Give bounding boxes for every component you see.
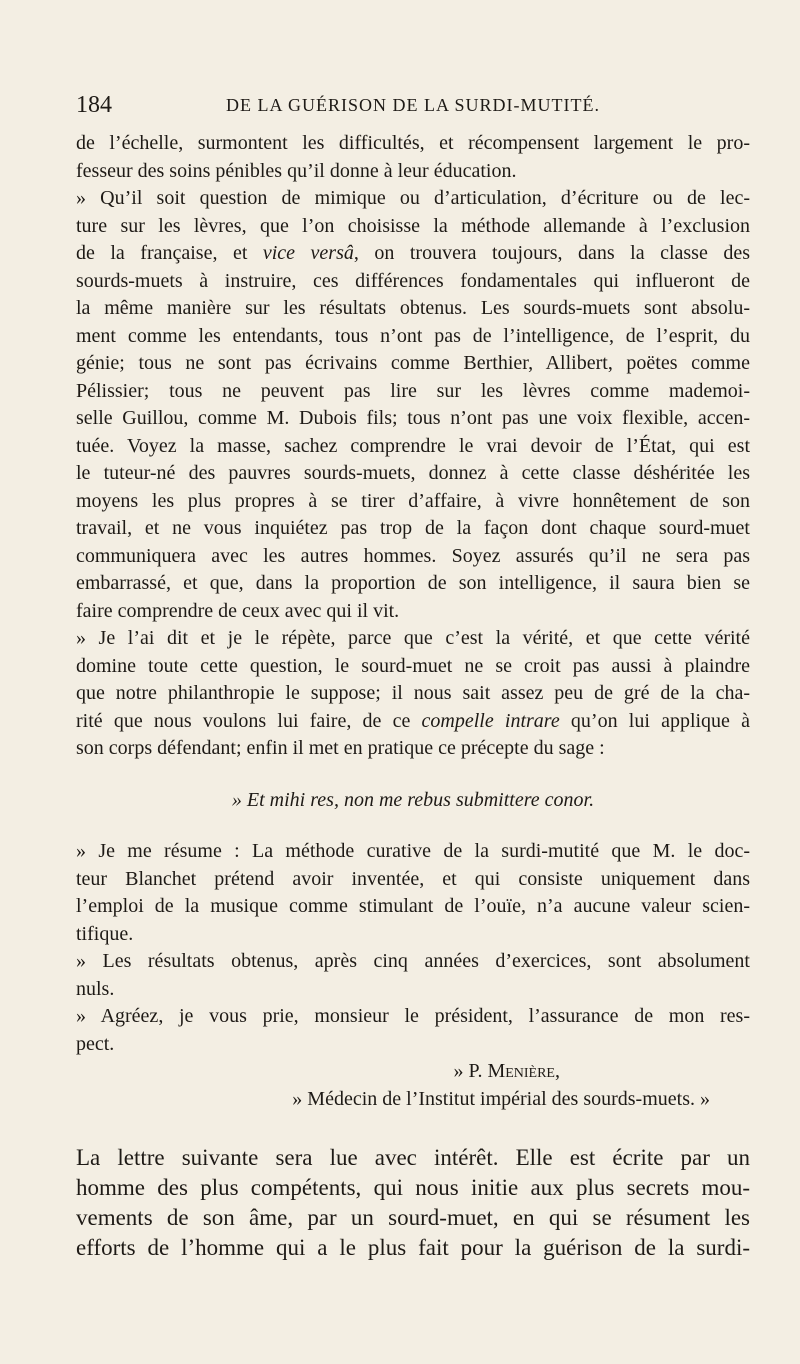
signature-name: Menière, xyxy=(487,1060,560,1082)
text-line: son corps défendant; enfin il met en pratique ce précepte du sage : xyxy=(76,737,605,759)
text-line: la même manière sur les résultats obtenus. Les sourds-muets sont absolu- xyxy=(76,297,750,319)
text-line: que notre philanthropie le suppose; il nous sait assez peu de gré de la cha- xyxy=(76,682,750,704)
text-line: tuée. Voyez la masse, sachez comprendre le vrai devoir de l’État, qui est xyxy=(76,434,750,457)
text-line xyxy=(76,708,750,736)
closing-line: efforts de l’homme qui a le plus fait pour la guérison de la surdi- xyxy=(76,1235,750,1260)
latin-quote xyxy=(76,787,750,815)
text-line: l’emploi de la musique comme stimulant de l’ouïe, n’a aucune valeur scien- xyxy=(76,895,750,917)
italic-phrase: compelle intrare xyxy=(421,709,560,732)
text-line: selle Guillou, comme M. Dubois fils; tous n’ont pas une voix flexible, accen- xyxy=(76,407,750,429)
text-line: fesseur des soins pénibles qu’il donne à leur éducation. xyxy=(76,159,517,182)
text-line: » Qu’il soit question de mimique ou d’articulation, d’écriture ou de lec- xyxy=(76,187,750,209)
text-line: ture sur les lèvres, que l’on choisisse la méthode allemande à l’exclusion xyxy=(76,214,750,237)
text-segment: rité que nous voulons lui faire, de ce xyxy=(76,709,422,732)
text-line: pect. xyxy=(76,1032,115,1055)
quote-mark: » xyxy=(231,788,247,811)
text-line: de l’échelle, surmontent les difficultés, et récompensent largement le pro- xyxy=(76,132,750,154)
text-line: » Les résultats obtenus, après cinq années d’exercices, sont absolument xyxy=(76,950,750,972)
page-number: 184 xyxy=(76,92,112,118)
closing-line: homme des plus compétents, qui nous initie aux plus secrets mou- xyxy=(76,1175,750,1200)
running-title: DE LA GUÉRISON DE LA SURDI-MUTITÉ. xyxy=(226,95,600,115)
signature-prefix: » P. xyxy=(453,1060,488,1082)
closing-line: vements de son âme, par un sourd-muet, en qui se résument les xyxy=(76,1205,750,1230)
signature-title: » Médecin de l’Institut impérial des sourds-muets. » xyxy=(292,1087,710,1110)
text-line: moyens les plus propres à se tirer d’affaire, à vivre honnêtement de son xyxy=(76,489,750,512)
text-line: travail, et ne vous inquiétez pas trop de la façon dont chaque sourd-muet xyxy=(76,517,750,539)
text-line xyxy=(76,240,750,268)
text-line: domine toute cette question, le sourd-muet ne se croit pas aussi à plaindre xyxy=(76,654,750,677)
text-line: » Je l’ai dit et je le répète, parce que c’est la vérité, et que cette vérité xyxy=(76,627,750,649)
text-segment: de la française, et xyxy=(76,242,263,264)
body-text xyxy=(76,130,750,1263)
text-line: nuls. xyxy=(76,977,115,1000)
italic-phrase: vice versâ xyxy=(262,242,354,264)
latin-quote-text: Et mihi res, non me rebus submittere conor. xyxy=(246,788,595,811)
text-line: » Agréez, je vous prie, monsieur le président, l’assurance de mon res- xyxy=(76,1005,750,1027)
text-line: embarrassé, et que, dans la proportion de son intelligence, il saura bien se xyxy=(76,572,750,594)
page-header xyxy=(76,92,744,122)
text-line: communiquera avec les autres hommes. Soyez assurés qu’il ne sera pas xyxy=(76,544,750,567)
text-line: faire comprendre de ceux avec qui il vit. xyxy=(76,599,400,622)
text-segment: qu’on lui applique à xyxy=(559,709,750,732)
text-line: le tuteur-né des pauvres sourds-muets, donnez à cette classe déshéritée les xyxy=(76,462,750,484)
signature-line xyxy=(76,1058,750,1086)
text-line: teur Blanchet prétend avoir inventée, et qui consiste uniquement dans xyxy=(76,867,750,890)
text-line: génie; tous ne sont pas écrivains comme Berthier, Allibert, poëtes comme xyxy=(76,352,750,374)
closing-line: La lettre suivante sera lue avec intérêt. Elle est écrite par un xyxy=(76,1145,750,1170)
text-line: ment comme les entendants, tous n’ont pas de l’intelligence, de l’esprit, du xyxy=(76,324,750,347)
text-line: » Je me résume : La méthode curative de la surdi-mutité que M. le doc- xyxy=(76,840,750,862)
text-line: tifique. xyxy=(76,922,134,945)
text-line: sourds-muets à instruire, ces différences fondamentales qui influeront de xyxy=(76,269,750,292)
text-segment: , on trouvera toujours, dans la classe des xyxy=(353,242,750,264)
text-line: Pélissier; tous ne peuvent pas lire sur les lèvres comme mademoi- xyxy=(76,379,750,402)
